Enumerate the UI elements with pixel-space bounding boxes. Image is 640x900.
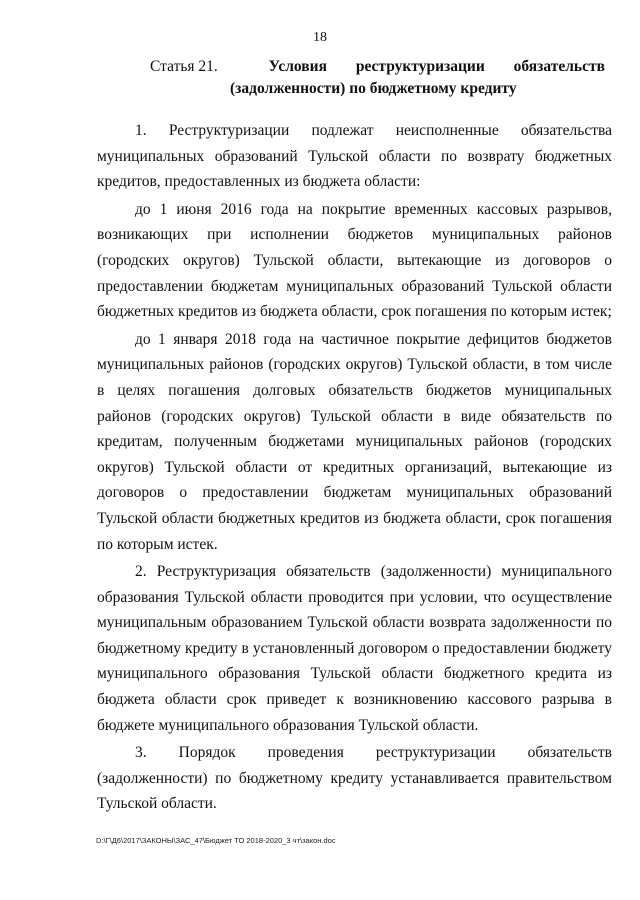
article-title-word-2: реструктуризации [355, 58, 485, 75]
article-heading-line-1 [150, 56, 605, 78]
paragraph-1-item-b: до 1 января 2018 года на частичное покрытие дефицитов бюджетов муниципальных районов (городских округов) Тульской области, в том числе в целях погашения долговых обязательств бюджетов муниципальных районов (городских округов) Тульской области в виде обязательств по кредитам, полученным бюджетами муниципальных районов (городских округов) Тульской области от кредитных организаций, вытекающие из договоров о предоставлении бюджетам муниципальных образований Тульской области бюджетных кредитов из бюджета области, срок погашения по которым истек. [97, 330, 612, 553]
page-number: 18 [313, 30, 327, 45]
footer-file-path: D:\Г\Д6\2017\ЗАКОНЫ\ЗАС_47\Бюджет ТО 2018-2020_3 чт\закон.doc [96, 836, 336, 845]
article-number: Статья 21. [150, 58, 218, 75]
article-title-word-3: обязательств [513, 58, 605, 75]
article-heading [150, 56, 605, 100]
paragraph-2: 2. Реструктуризация обязательств (задолженности) муниципального образования Тульской области проводится при условии, что осуществление муниципальным образованием Тульской области возврата задолженности по бюджетному кредиту в установленный договором о предоставлении бюджету муниципального образования Тульской области бюджетного кредита из бюджета области срок приведет к возникновению кассового разрыва в бюджете муниципального образования Тульской области. [97, 563, 612, 734]
article-title-line-2: (задолженности) по бюджетному кредиту [230, 80, 517, 97]
paragraph-1-item-a: до 1 июня 2016 года на покрытие временных кассовых разрывов, возникающих при исполнении бюджетов муниципальных районов (городских округов) Тульской области, вытекающие из договоров о предоставлении бюджетам муниципальных образований Тульской области бюджетных кредитов из бюджета области, срок погашения по которым истек; [97, 200, 612, 321]
paragraph-1: 1. Реструктуризации подлежат неисполненные обязательства муниципальных образований Тульской области по возврату бюджетных кредитов, предоставленных из бюджета области: [97, 122, 612, 191]
paragraph-3: 3. Порядок проведения реструктуризации обязательств (задолженности) по бюджетному кредиту устанавливается правительством Тульской области. [97, 744, 612, 813]
article-body [97, 118, 612, 817]
article-title-word-1: Условия [268, 58, 327, 75]
